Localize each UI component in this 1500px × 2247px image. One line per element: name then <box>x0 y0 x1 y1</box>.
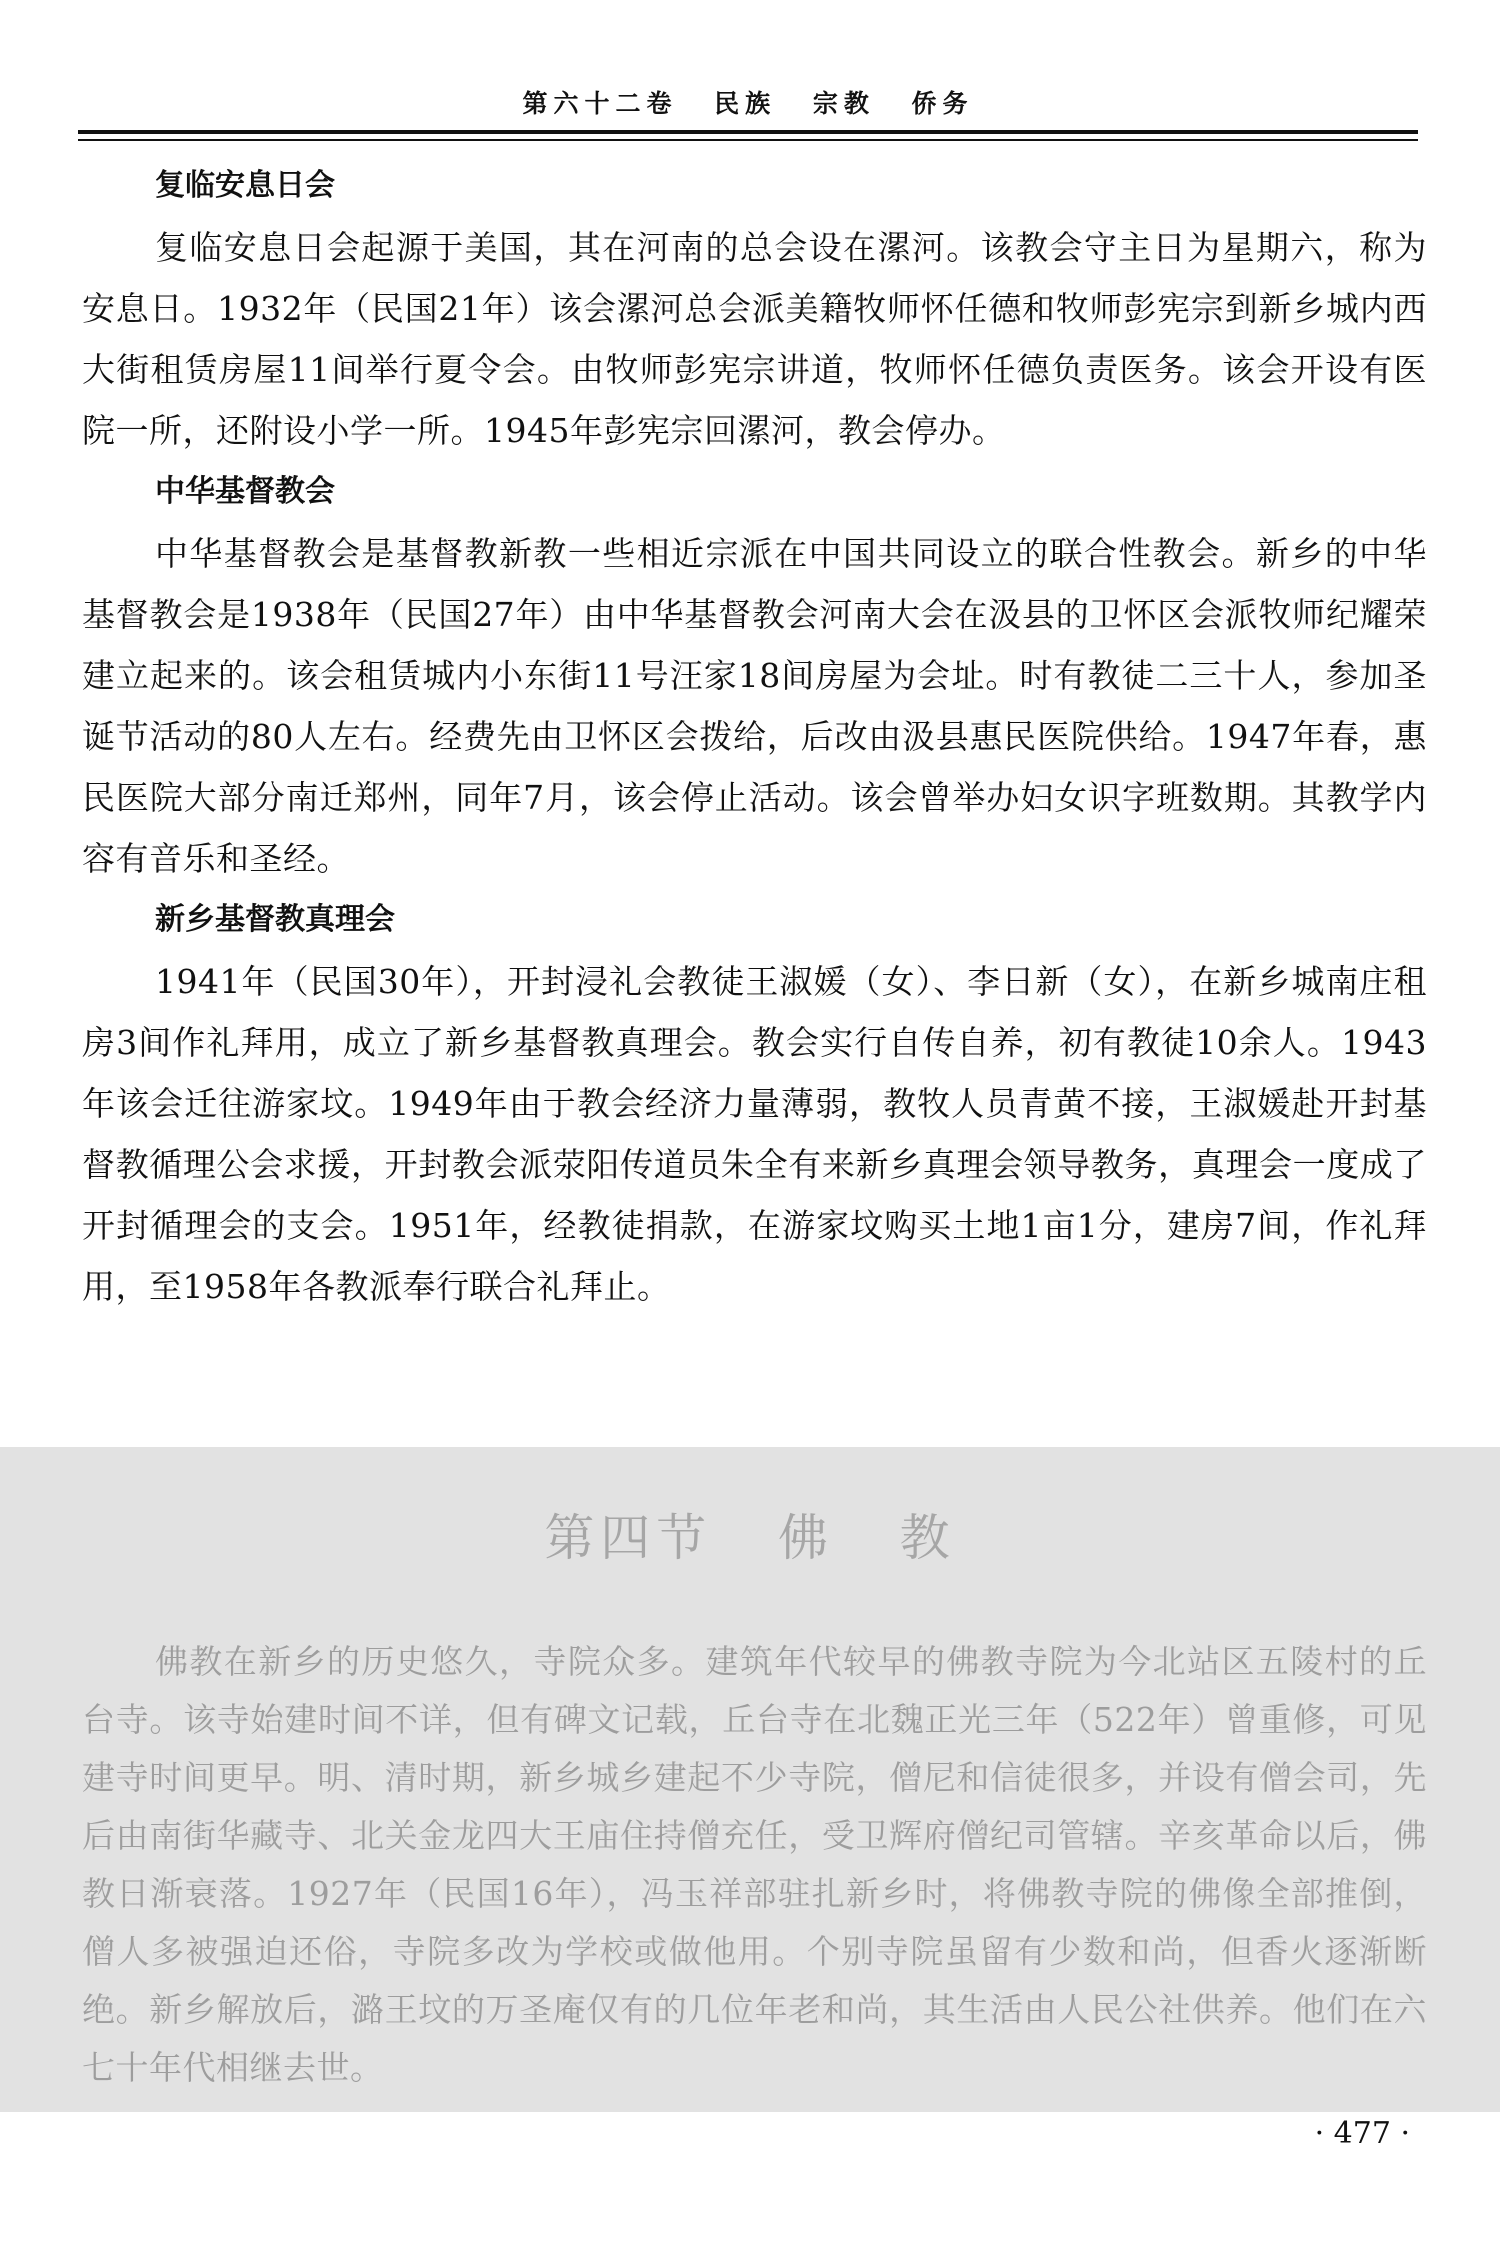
section-heading-adventist: 复临安息日会 <box>155 168 335 203</box>
header-rule-thin <box>78 139 1418 141</box>
section-paragraph-church-of-christ-in-china: 中华基督教会是基督教新教一些相近宗派在中国共同设立的联合性教会。新乡的中华基督教会是1938年（民国27年）由中华基督教会河南大会在汲县的卫怀区会派牧师纪耀荣建立起来的。该会租赁城内小东街11号汪家18间房屋为会址。时有教徒二三十人，参加圣诞节活动的80人左右。经费先由卫怀区会拨给，后改由汲县惠民医院供给。1947年春，惠民医院大部分南迁郑州，同年7月，该会停止活动。该会曾举办妇女识字班数期。其教学内容有音乐和圣经。 <box>82 534 1427 878</box>
section-paragraph-adventist: 复临安息日会起源于美国，其在河南的总会设在漯河。该教会守主日为星期六，称为安息日。1932年（民国21年）该会漯河总会派美籍牧师怀任德和牧师彭宪宗到新乡城内西大街租赁房屋11间举行夏令会。由牧师彭宪宗讲道，牧师怀任德负责医务。该会开设有医院一所，还附设小学一所。1945年彭宪宗回漯河，教会停办。 <box>82 228 1427 450</box>
section-paragraph-buddhism: 佛教在新乡的历史悠久，寺院众多。建筑年代较早的佛教寺院为今北站区五陵村的丘台寺。该寺始建时间不详，但有碑文记载，丘台寺在北魏正光三年（522年）曾重修，可见建寺时间更早。明、清时期，新乡城乡建起不少寺院，僧尼和信徒很多，并设有僧会司，先后由南街华藏寺、北关金龙四大王庙住持僧充任，受卫辉府僧纪司管辖。辛亥革命以后，佛教日渐衰落。1927年（民国16年），冯玉祥部驻扎新乡时，将佛教寺院的佛像全部推倒，僧人多被强迫还俗，寺院多改为学校或做他用。个别寺院虽留有少数和尚，但香火逐渐断绝。新乡解放后，潞王坟的万圣庵仅有的几位年老和尚，其生活由人民公社供养。他们在六七十年代相继去世。 <box>82 1642 1427 2087</box>
section-heading-church-of-christ-in-china: 中华基督教会 <box>155 474 335 509</box>
running-header: 第六十二卷 民族 宗教 侨务 <box>522 89 974 118</box>
main-content <box>82 155 1427 1317</box>
header-rule-thick <box>78 130 1418 134</box>
section-title-buddhism: 第四节 佛 教 <box>544 1509 956 1567</box>
section-heading-truth-church: 新乡基督教真理会 <box>155 902 395 937</box>
page-number: · 477 · <box>1314 2116 1410 2151</box>
section-paragraph-truth-church: 1941年（民国30年），开封浸礼会教徒王淑媛（女）、李日新（女），在新乡城南庄租房3间作礼拜用，成立了新乡基督教真理会。教会实行自传自养，初有教徒10余人。1943年该会迁往游家坟。1949年由于教会经济力量薄弱，教牧人员青黄不接，王淑媛赴开封基督教循理公会求援，开封教会派荥阳传道员朱全有来新乡真理会领导教务，真理会一度成了开封循理会的支会。1951年，经教徒捐款，在游家坟购买土地1亩1分，建房7间，作礼拜用，至1958年各教派奉行联合礼拜止。 <box>82 962 1427 1306</box>
